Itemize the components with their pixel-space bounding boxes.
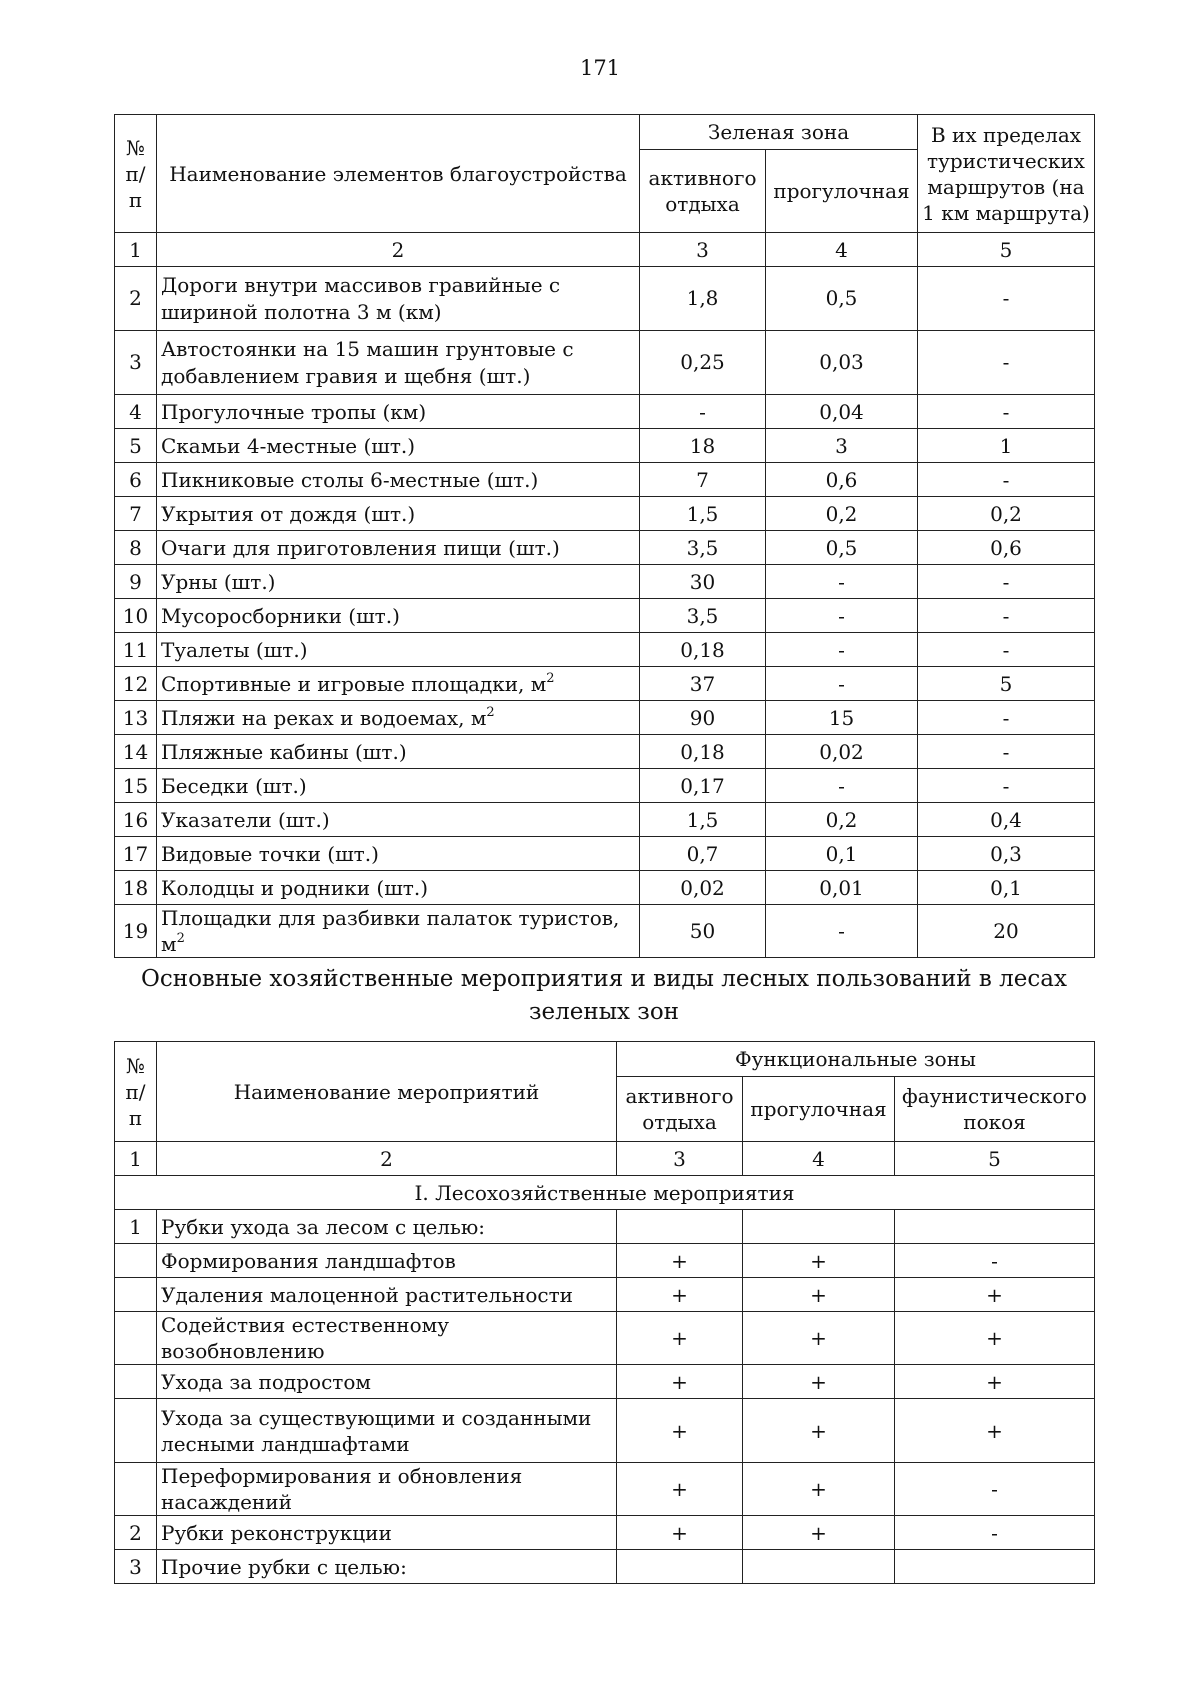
col-routes-header: В их пределах туристических маршрутов (на 1 км маршрута) bbox=[918, 115, 1095, 233]
col-number: 1 bbox=[115, 1142, 157, 1176]
row-name-cell: Ухода за существующими и созданными лесными ландшафтами bbox=[157, 1399, 617, 1463]
row-value-cell: 3,5 bbox=[640, 531, 766, 565]
row-name-cell bbox=[157, 633, 640, 667]
row-value-cell: + bbox=[895, 1399, 1095, 1463]
col-no-header: № п/п bbox=[115, 115, 157, 233]
row-value-cell: - bbox=[766, 667, 918, 701]
col-active-header: активного отдыха bbox=[640, 150, 766, 233]
row-value-cell: - bbox=[918, 633, 1095, 667]
row-value-cell: + bbox=[617, 1278, 743, 1312]
row-value-cell: 3 bbox=[766, 429, 918, 463]
table-row bbox=[115, 803, 1095, 837]
row-name-text: Спортивные и игровые площадки, м bbox=[161, 671, 547, 696]
col-number: 1 bbox=[115, 233, 157, 267]
row-name-text: Мусоросборники (шт.) bbox=[161, 603, 400, 628]
row-name-text: Прогулочные тропы (км) bbox=[161, 399, 427, 424]
row-value-cell bbox=[115, 1365, 157, 1399]
row-name-cell bbox=[157, 599, 640, 633]
col-walk-header: прогулочная bbox=[766, 150, 918, 233]
row-value-cell: - bbox=[918, 267, 1095, 331]
row-value-cell: - bbox=[918, 701, 1095, 735]
table-row bbox=[115, 1516, 1095, 1550]
table2-title: Основные хозяйственные мероприятия и виды лесных пользований в лесах зеленых зон bbox=[141, 966, 1067, 1025]
row-name-cell bbox=[157, 395, 640, 429]
row-value-cell: - bbox=[895, 1244, 1095, 1278]
col-name-header: Наименование элементов благоустройства bbox=[157, 115, 640, 233]
row-value-cell: 7 bbox=[115, 497, 157, 531]
table-row bbox=[115, 599, 1095, 633]
row-value-cell: 2 bbox=[115, 1516, 157, 1550]
row-value-cell: 8 bbox=[115, 531, 157, 565]
row-value-cell bbox=[617, 1550, 743, 1584]
table-row bbox=[115, 905, 1095, 958]
table-row bbox=[115, 701, 1095, 735]
row-value-cell: + bbox=[743, 1278, 895, 1312]
row-value-cell: 3 bbox=[115, 1550, 157, 1584]
page-number: 171 bbox=[579, 56, 621, 80]
row-value-cell: 20 bbox=[918, 905, 1095, 958]
table-row bbox=[115, 1278, 1095, 1312]
row-name-cell bbox=[157, 463, 640, 497]
row-value-cell: 2 bbox=[115, 267, 157, 331]
row-value-cell: 17 bbox=[115, 837, 157, 871]
row-name-cell: Формирования ландшафтов bbox=[157, 1244, 617, 1278]
table-row bbox=[115, 429, 1095, 463]
row-name-text: Видовые точки (шт.) bbox=[161, 841, 379, 866]
row-value-cell: 9 bbox=[115, 565, 157, 599]
col-fauna-header: фаунистического покоя bbox=[895, 1077, 1095, 1142]
row-name-cell bbox=[157, 701, 640, 735]
row-value-cell: 0,25 bbox=[640, 331, 766, 395]
row-value-cell: 0,02 bbox=[766, 735, 918, 769]
row-value-cell: 0,03 bbox=[766, 331, 918, 395]
row-value-cell: - bbox=[895, 1463, 1095, 1516]
row-value-cell: 0,1 bbox=[766, 837, 918, 871]
col-active-header: активного отдыха bbox=[617, 1077, 743, 1142]
row-value-cell bbox=[115, 1399, 157, 1463]
section-heading: I. Лесохозяйственные мероприятия bbox=[115, 1176, 1095, 1210]
row-name-cell bbox=[157, 837, 640, 871]
row-value-cell: 0,5 bbox=[766, 531, 918, 565]
col-number: 4 bbox=[743, 1142, 895, 1176]
row-value-cell: + bbox=[743, 1365, 895, 1399]
row-value-cell: + bbox=[617, 1244, 743, 1278]
row-name-text: Колодцы и родники (шт.) bbox=[161, 875, 429, 900]
row-value-cell bbox=[743, 1550, 895, 1584]
row-name-cell: Прочие рубки с целью: bbox=[157, 1550, 617, 1584]
row-value-cell: 0,04 bbox=[766, 395, 918, 429]
table-row bbox=[115, 497, 1095, 531]
table-row bbox=[115, 1365, 1095, 1399]
row-value-cell bbox=[895, 1550, 1095, 1584]
row-value-cell: + bbox=[895, 1312, 1095, 1365]
row-value-cell bbox=[115, 1244, 157, 1278]
col-name-header: Наименование мероприятий bbox=[157, 1042, 617, 1142]
row-value-cell: - bbox=[895, 1516, 1095, 1550]
row-value-cell: 50 bbox=[640, 905, 766, 958]
row-value-cell: + bbox=[743, 1463, 895, 1516]
row-value-cell bbox=[115, 1463, 157, 1516]
row-value-cell: 0,02 bbox=[640, 871, 766, 905]
row-value-cell: 18 bbox=[640, 429, 766, 463]
row-value-cell: + bbox=[895, 1365, 1095, 1399]
row-value-cell: + bbox=[743, 1312, 895, 1365]
row-value-cell: 11 bbox=[115, 633, 157, 667]
row-value-cell: + bbox=[617, 1365, 743, 1399]
table-row bbox=[115, 871, 1095, 905]
table-row bbox=[115, 331, 1095, 395]
col-number: 2 bbox=[157, 233, 640, 267]
row-value-cell: + bbox=[895, 1278, 1095, 1312]
col-walk-header: прогулочная bbox=[743, 1077, 895, 1142]
row-name-cell bbox=[157, 769, 640, 803]
col-number: 3 bbox=[640, 233, 766, 267]
row-value-cell: 1,5 bbox=[640, 803, 766, 837]
col-number: 3 bbox=[617, 1142, 743, 1176]
row-value-cell: 1,5 bbox=[640, 497, 766, 531]
row-value-cell: 0,7 bbox=[640, 837, 766, 871]
row-value-cell: - bbox=[918, 565, 1095, 599]
row-name-cell bbox=[157, 565, 640, 599]
row-name-cell: Удаления малоценной растительности bbox=[157, 1278, 617, 1312]
col-number: 5 bbox=[895, 1142, 1095, 1176]
row-name-cell bbox=[157, 497, 640, 531]
row-value-cell: 15 bbox=[115, 769, 157, 803]
table-row bbox=[115, 667, 1095, 701]
row-value-cell: 0,2 bbox=[766, 803, 918, 837]
row-name-text: Дороги внутри массивов гравийные с шириной полотна 3 м (км) bbox=[161, 272, 561, 324]
row-value-cell: - bbox=[918, 331, 1095, 395]
row-name-cell bbox=[157, 667, 640, 701]
row-value-cell: 0,18 bbox=[640, 633, 766, 667]
table-row bbox=[115, 531, 1095, 565]
row-name-cell bbox=[157, 905, 640, 958]
row-value-cell: 19 bbox=[115, 905, 157, 958]
row-name-text: Пикниковые столы 6-местные (шт.) bbox=[161, 467, 539, 492]
row-value-cell: - bbox=[918, 599, 1095, 633]
row-name-text: Пляжи на реках и водоемах, м bbox=[161, 705, 487, 730]
row-value-cell: - bbox=[766, 599, 918, 633]
row-value-cell: - bbox=[766, 565, 918, 599]
row-value-cell: - bbox=[918, 735, 1095, 769]
row-value-cell: 0,17 bbox=[640, 769, 766, 803]
col-no-header: № п/п bbox=[115, 1042, 157, 1142]
row-value-cell: 1 bbox=[115, 1210, 157, 1244]
table-row bbox=[115, 463, 1095, 497]
row-name-text: Указатели (шт.) bbox=[161, 807, 330, 832]
col-group-header: Зеленая зона bbox=[640, 115, 918, 150]
table-row bbox=[115, 1312, 1095, 1365]
row-name-cell bbox=[157, 735, 640, 769]
col-number: 2 bbox=[157, 1142, 617, 1176]
row-value-cell: 0,1 bbox=[918, 871, 1095, 905]
table-row bbox=[115, 565, 1095, 599]
row-value-cell: - bbox=[918, 395, 1095, 429]
row-value-cell: 4 bbox=[115, 395, 157, 429]
row-value-cell: 1 bbox=[918, 429, 1095, 463]
row-value-cell: 0,2 bbox=[918, 497, 1095, 531]
row-name-cell bbox=[157, 803, 640, 837]
row-value-cell: - bbox=[766, 905, 918, 958]
row-value-cell: 0,6 bbox=[766, 463, 918, 497]
row-value-cell: 12 bbox=[115, 667, 157, 701]
measures-table bbox=[114, 1041, 1095, 1584]
col-group-header: Функциональные зоны bbox=[617, 1042, 1095, 1077]
row-name-cell bbox=[157, 267, 640, 331]
row-value-cell: 3,5 bbox=[640, 599, 766, 633]
row-value-cell: 5 bbox=[918, 667, 1095, 701]
row-name-cell: Содействия естественному возобновлению bbox=[157, 1312, 617, 1365]
row-value-cell: 13 bbox=[115, 701, 157, 735]
unit-superscript: 2 bbox=[546, 670, 555, 686]
row-value-cell: + bbox=[617, 1399, 743, 1463]
row-name-text: Площадки для разбивки палаток туристов, м bbox=[161, 906, 620, 956]
row-value-cell bbox=[115, 1278, 157, 1312]
row-value-cell: - bbox=[766, 633, 918, 667]
row-name-cell bbox=[157, 871, 640, 905]
table-row bbox=[115, 633, 1095, 667]
row-value-cell: 1,8 bbox=[640, 267, 766, 331]
row-value-cell: 16 bbox=[115, 803, 157, 837]
row-value-cell: - bbox=[918, 463, 1095, 497]
row-value-cell: 0,5 bbox=[766, 267, 918, 331]
row-name-cell: Рубки ухода за лесом с целью: bbox=[157, 1210, 617, 1244]
row-value-cell: - bbox=[640, 395, 766, 429]
row-value-cell: 0,2 bbox=[766, 497, 918, 531]
row-value-cell: 14 bbox=[115, 735, 157, 769]
row-value-cell: 7 bbox=[640, 463, 766, 497]
row-value-cell: 0,3 bbox=[918, 837, 1095, 871]
row-value-cell: 0,6 bbox=[918, 531, 1095, 565]
amenities-table bbox=[114, 114, 1095, 958]
row-name-cell bbox=[157, 331, 640, 395]
row-value-cell: 0,4 bbox=[918, 803, 1095, 837]
row-name-text: Автостоянки на 15 машин грунтовые с добавлением гравия и щебня (шт.) bbox=[161, 336, 574, 388]
row-value-cell: 10 bbox=[115, 599, 157, 633]
row-value-cell: + bbox=[743, 1244, 895, 1278]
row-name-cell bbox=[157, 531, 640, 565]
row-value-cell: 37 bbox=[640, 667, 766, 701]
row-value-cell bbox=[115, 1312, 157, 1365]
row-value-cell: 15 bbox=[766, 701, 918, 735]
row-value-cell: 3 bbox=[115, 331, 157, 395]
row-name-cell: Рубки реконструкции bbox=[157, 1516, 617, 1550]
row-value-cell: 18 bbox=[115, 871, 157, 905]
table-row bbox=[115, 735, 1095, 769]
row-name-text: Урны (шт.) bbox=[161, 569, 276, 594]
row-value-cell bbox=[743, 1210, 895, 1244]
row-value-cell: + bbox=[617, 1516, 743, 1550]
row-value-cell: 0,01 bbox=[766, 871, 918, 905]
row-value-cell: + bbox=[617, 1312, 743, 1365]
row-value-cell: + bbox=[617, 1463, 743, 1516]
row-value-cell: + bbox=[743, 1399, 895, 1463]
table-row bbox=[115, 1244, 1095, 1278]
table-row bbox=[115, 267, 1095, 331]
row-value-cell: 30 bbox=[640, 565, 766, 599]
row-name-text: Очаги для приготовления пищи (шт.) bbox=[161, 535, 560, 560]
row-name-text: Пляжные кабины (шт.) bbox=[161, 739, 407, 764]
table-row bbox=[115, 1210, 1095, 1244]
row-value-cell bbox=[895, 1210, 1095, 1244]
table-row bbox=[115, 1463, 1095, 1516]
row-name-text: Скамьи 4-местные (шт.) bbox=[161, 433, 416, 458]
table-row bbox=[115, 837, 1095, 871]
row-name-text: Беседки (шт.) bbox=[161, 773, 307, 798]
row-value-cell: - bbox=[918, 769, 1095, 803]
table-row bbox=[115, 395, 1095, 429]
table-row bbox=[115, 769, 1095, 803]
table-row bbox=[115, 1399, 1095, 1463]
row-value-cell: 0,18 bbox=[640, 735, 766, 769]
row-value-cell: - bbox=[766, 769, 918, 803]
table-row bbox=[115, 1550, 1095, 1584]
row-value-cell: 90 bbox=[640, 701, 766, 735]
row-name-cell bbox=[157, 429, 640, 463]
col-number: 4 bbox=[766, 233, 918, 267]
unit-superscript: 2 bbox=[486, 704, 495, 720]
col-number: 5 bbox=[918, 233, 1095, 267]
row-name-cell: Ухода за подростом bbox=[157, 1365, 617, 1399]
row-value-cell: 6 bbox=[115, 463, 157, 497]
row-name-cell: Переформирования и обновления насаждений bbox=[157, 1463, 617, 1516]
row-value-cell bbox=[617, 1210, 743, 1244]
unit-superscript: 2 bbox=[176, 931, 185, 946]
row-value-cell: 5 bbox=[115, 429, 157, 463]
row-name-text: Укрытия от дождя (шт.) bbox=[161, 501, 416, 526]
row-name-text: Туалеты (шт.) bbox=[161, 637, 308, 662]
row-value-cell: + bbox=[743, 1516, 895, 1550]
